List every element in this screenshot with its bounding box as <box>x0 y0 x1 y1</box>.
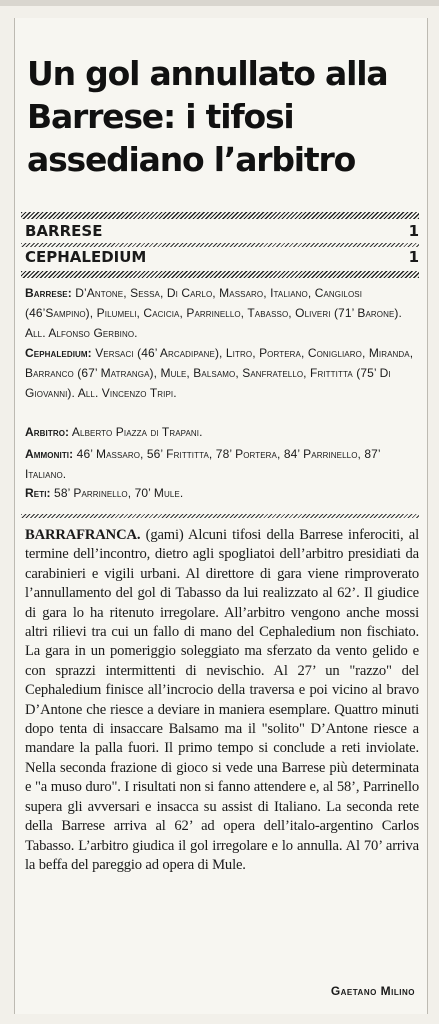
lineup-label: Cephaledium: <box>25 346 92 360</box>
lineup-barrese <box>25 283 419 343</box>
lineup-label: Ammoniti: <box>25 447 74 461</box>
page-top-edge <box>0 0 439 6</box>
article-text: (gami) Alcuni tifosi della Barrese inferociti, al termine dell’incontro, dietro agli spogliatoi dell’arbitro presidiati da carabinieri e vigili urbani. Al direttore di gara viene rimproverato l’annullamento del gol di Tabasso da lui realizzato al 62’. Il giudice di gara lo ha ritenuto irregolare. All’arbitro vengono anche mossi altri rilievi tra cui un fallo di mano del Cephaledium non fischiato. La gara in un pomeriggio soleggiato ma sferzato da vento gelido e con sprazzi intermittenti di nevischio. Al 27’ un "razzo" del Cephaledium finisce all’incrocio della traversa e poi vicino al bravo D’Antone che riesce a deviare in maniera esemplare. Quattro minuti dopo tenta di insaccare Balsamo ma il "solito" D’Antone riesce a mandare la palla fuori. Il primo tempo si conclude a reti inviolate. Nella seconda frazione di gioco si vede una Barrese più determinata e "a muso duro". I risultati non si fanno attendere e, al 58’, Parrinello supera gli avversari e insacca su assist di Italiano. La seconda rete della Barrese arriva al 62’ ad opera dell’italo-argentino Carlos Tabasso. L’arbitro giudica il gol irregolare e lo annulla. Al 70’ arriva la beffa del pareggio ad opera di Mule. <box>25 527 420 873</box>
lineup-text: 58’ Parrinello, 70’ Mule. <box>54 486 184 500</box>
lineup-label: Barrese: <box>25 286 72 300</box>
divider-hatch <box>21 514 419 518</box>
divider-hatch <box>21 212 419 219</box>
lineup-text: 46’ Massaro, 56’ Frittitta, 78’ Portera, 84’ Parrinello, 87’ Italiano. <box>25 447 381 481</box>
score-row-away <box>25 247 419 267</box>
bookings-info <box>25 444 419 484</box>
article-dateline: BARRAFRANCA. <box>25 527 141 543</box>
lineup-label: Arbitro: <box>25 425 70 439</box>
lineup-text: Alberto Piazza di Trapani. <box>71 425 203 439</box>
team-name-away: CEPHALEDIUM <box>25 248 147 266</box>
goals-info <box>25 483 419 503</box>
lineup-cephaledium <box>25 343 419 403</box>
article-body <box>25 526 419 875</box>
newspaper-clipping <box>14 18 428 1014</box>
team-goals-away: 1 <box>408 248 419 266</box>
team-goals-home: 1 <box>408 222 419 240</box>
lineup-text: D’Antone, Sessa, Di Carlo, Massaro, Italiano, Cangilosi (46’Sampino), Pilumeli, Cacicia, Parrinello, Tabasso, Oliveri (71’ Barone). All. Alfonso Gerbino. <box>25 286 402 340</box>
lineup-label: Reti: <box>25 486 51 500</box>
author-byline: Gaetano Milino <box>330 984 415 998</box>
team-name-home: BARRESE <box>25 222 103 240</box>
headline: Un gol annullato alla Barrese: i tifosi assediano l’arbitro <box>27 54 388 179</box>
lineup-text: Versaci (46’ Arcadipane), Litro, Portera, Conigliaro, Miranda, Barranco (67’ Matranga), Mule, Balsamo, Sanfratello, Frittitta (75’ Di Giovanni). All. Vincenzo Tripi. <box>25 346 414 400</box>
score-row-home <box>25 221 419 241</box>
referee-info <box>25 422 419 442</box>
divider-hatch <box>21 271 419 278</box>
